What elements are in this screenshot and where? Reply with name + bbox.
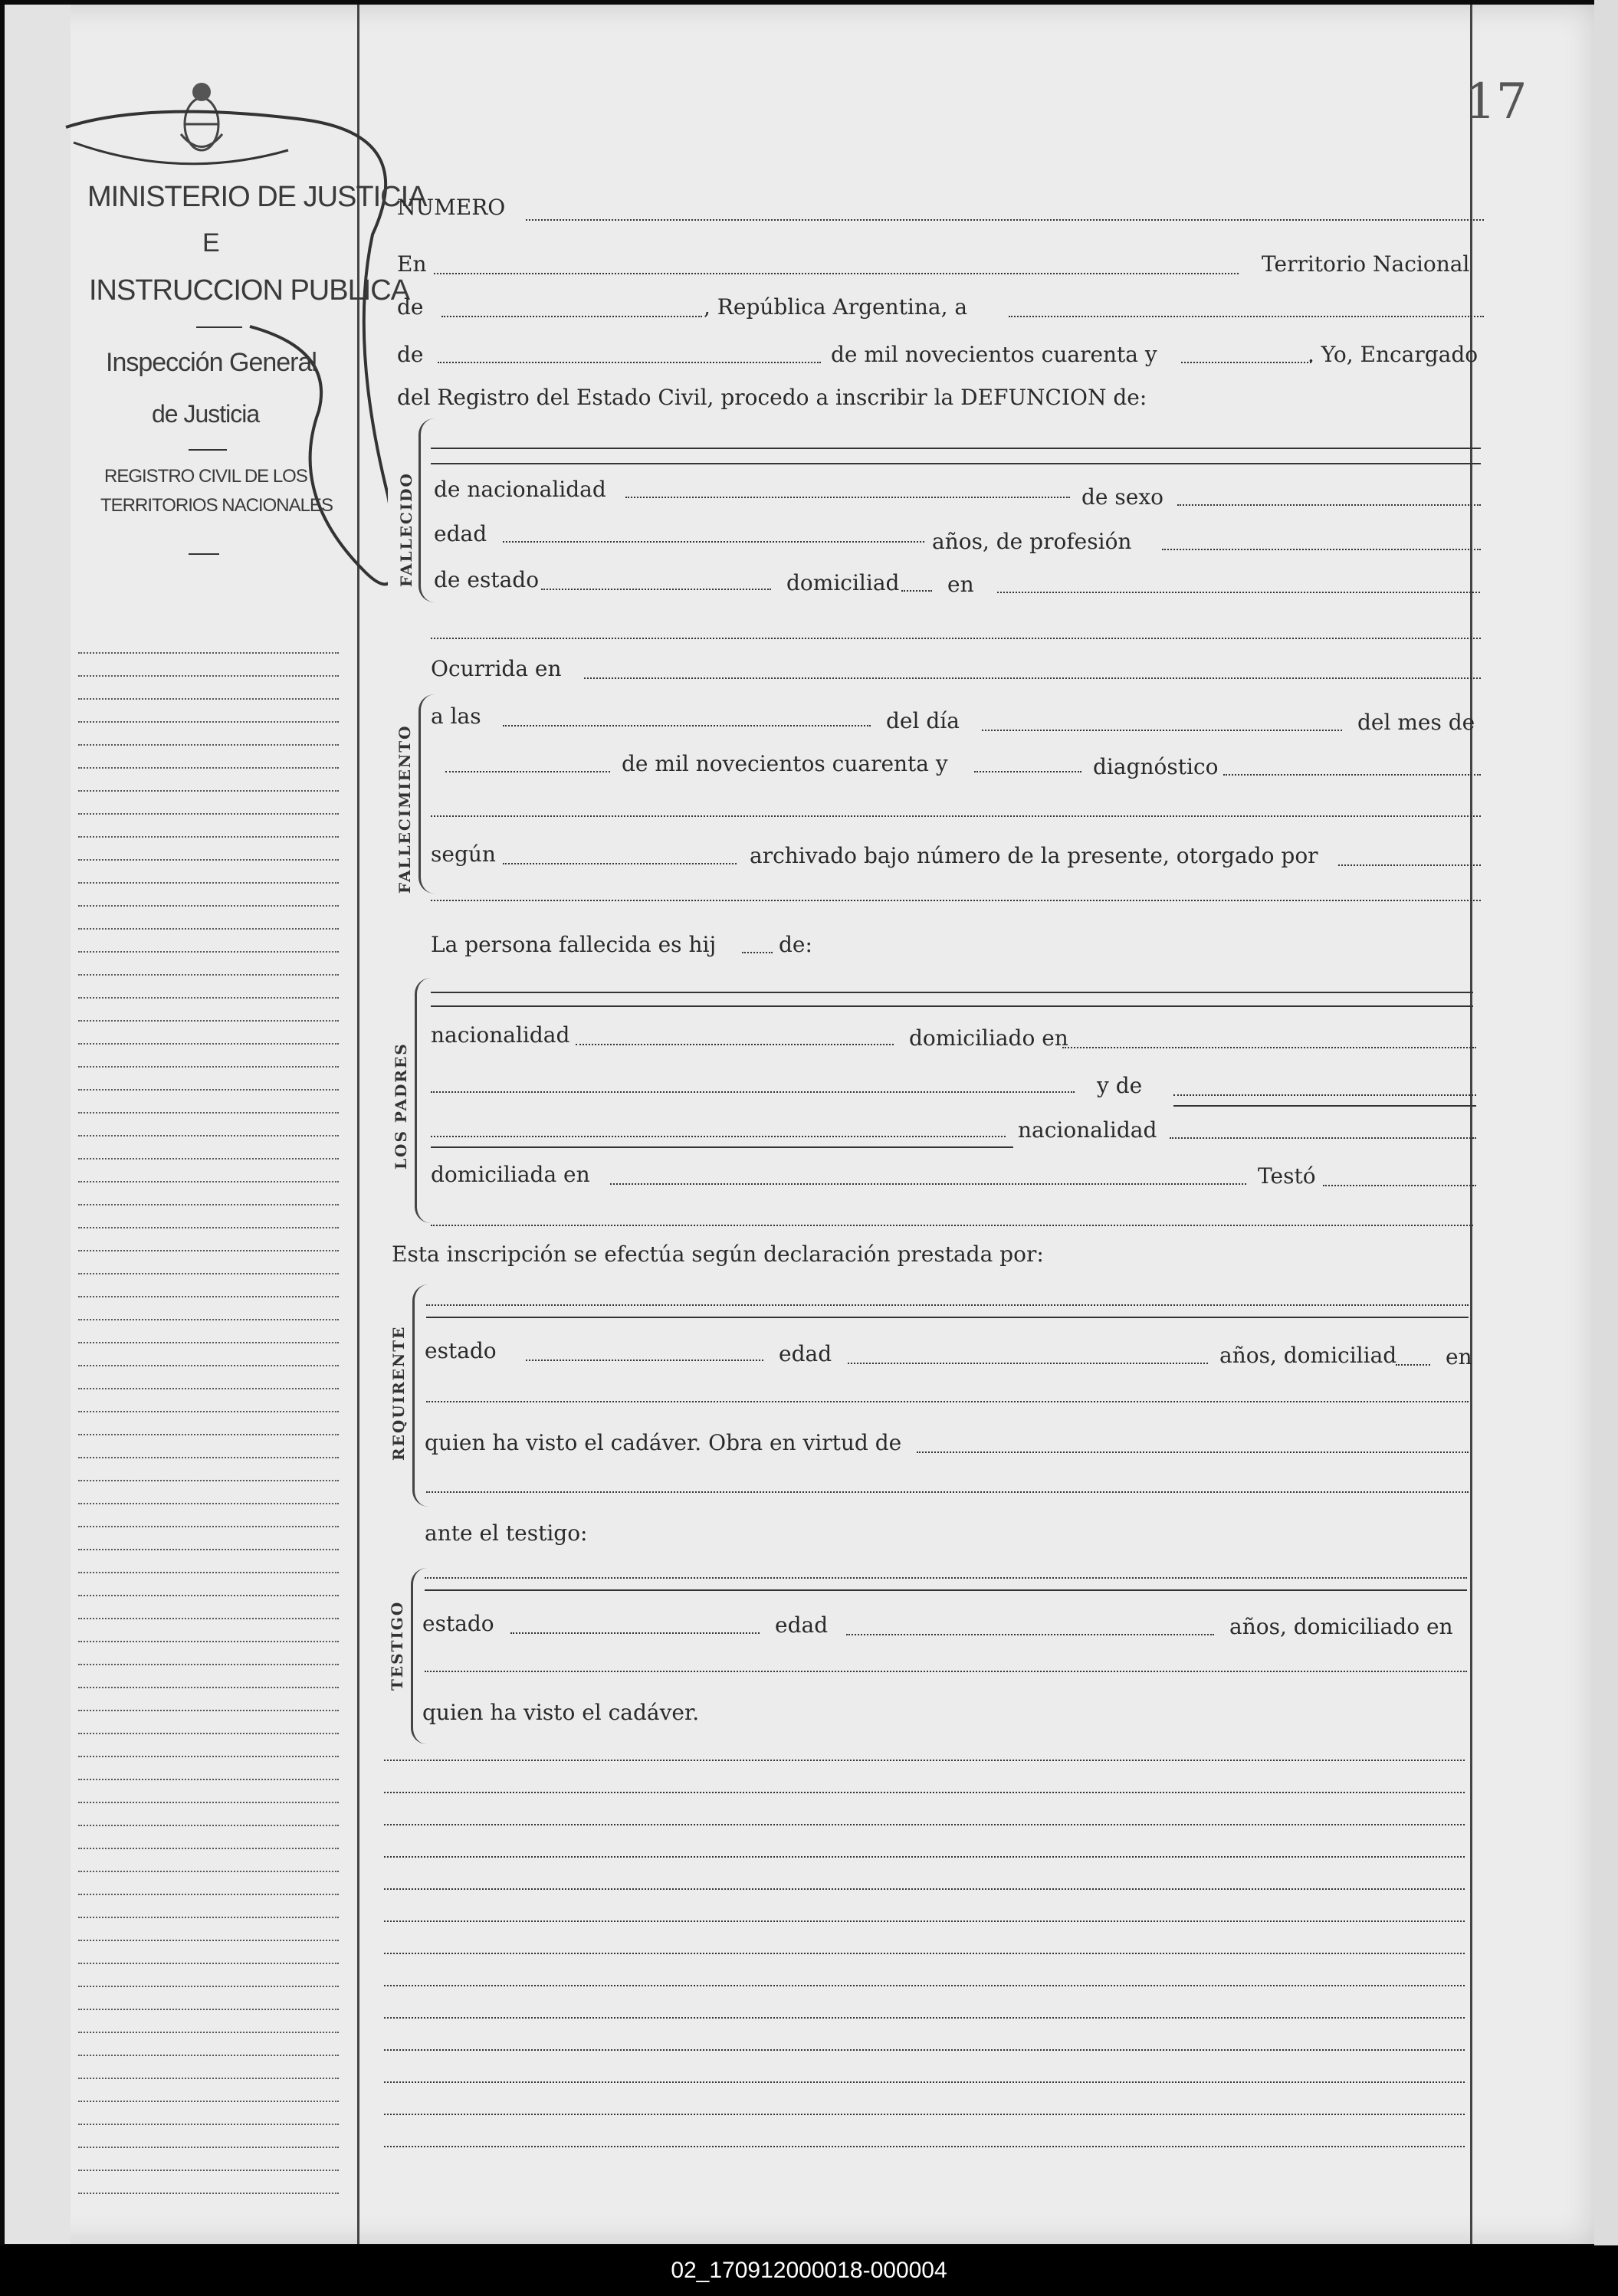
margin-blank-line (78, 1434, 339, 1435)
justicia-title: de Justicia (152, 400, 260, 428)
margin-blank-line (78, 1549, 339, 1550)
margin-blank-line (78, 790, 339, 792)
blank-line (426, 1401, 1469, 1402)
field-nacionalidad-padre: nacionalidad (431, 1022, 570, 1048)
field-estado: de estado (434, 567, 540, 592)
notes-blank-line (384, 1856, 1465, 1858)
field-en: En (397, 251, 427, 277)
blank-line (901, 590, 932, 592)
margin-blank-line (78, 997, 339, 999)
blank-line (1338, 864, 1481, 866)
margin-blank-line (78, 2055, 339, 2056)
field-inscripcion: Esta inscripción se efectúa según declaración prestada por: (392, 1241, 1044, 1267)
field-del-mes: del mes de (1357, 710, 1475, 735)
margin-blank-line (78, 698, 339, 700)
blank-line (1181, 362, 1311, 363)
blank-line (1062, 1047, 1476, 1048)
margin-blank-line (78, 1411, 339, 1412)
field-registro: del Registro del Estado Civil, procedo a inscribir la DEFUNCION de: (397, 385, 1147, 410)
field-de: de (397, 294, 424, 320)
notes-blank-line (384, 1760, 1465, 1761)
margin-blank-line (78, 836, 339, 838)
blank-line (431, 900, 1481, 901)
label-fallecimiento: FALLECIMIENTO (395, 724, 414, 894)
field-anos-profesion: años, de profesión (932, 529, 1132, 554)
margin-blank-line (78, 1204, 339, 1205)
blank-line (1177, 504, 1481, 506)
field-en-requirente: en (1446, 1344, 1472, 1369)
right-binding-strip (1594, 0, 1618, 2245)
field-anos-domiciliad: años, domiciliad (1219, 1343, 1397, 1368)
margin-blank-line (78, 1112, 339, 1114)
field-de-2: de (397, 342, 424, 367)
field-segun: según (431, 841, 496, 867)
blank-line (438, 362, 821, 363)
field-y-de: y de (1097, 1073, 1143, 1098)
blank-line (510, 1632, 760, 1634)
notes-blank-line (384, 1792, 1465, 1793)
margin-blank-line (78, 2124, 339, 2125)
margin-blank-line (78, 1296, 339, 1297)
blank-line (1009, 316, 1484, 317)
field-quien-testigo: quien ha visto el cadáver. (422, 1700, 700, 1725)
margin-blank-line (78, 1664, 339, 1665)
margin-rule-right (1470, 5, 1472, 2244)
label-fallecido: FALLECIDO (397, 472, 415, 587)
margin-blank-line (78, 1457, 339, 1458)
field-estado-requirente: estado (425, 1338, 497, 1363)
notes-blank-line (384, 1920, 1465, 1922)
margin-blank-line (78, 1894, 339, 1895)
field-territorio: Territorio Nacional (1262, 251, 1470, 277)
blank-line (426, 1304, 1469, 1306)
blank-line (1162, 549, 1481, 550)
field-en-domicilio: en (947, 572, 974, 597)
field-numero: NUMERO (397, 195, 506, 220)
field-diagnostico: diagnóstico (1093, 754, 1219, 779)
brace (415, 978, 431, 1223)
blank-line (426, 1491, 1469, 1493)
blank-line (434, 273, 1239, 274)
label-los-padres: LOS PADRES (392, 1042, 410, 1169)
margin-blank-line (78, 1365, 339, 1366)
field-republica: , República Argentina, a (704, 294, 968, 320)
field-anos-domiciliado: años, domiciliado en (1229, 1614, 1453, 1639)
blank-line (445, 771, 610, 772)
notes-blank-line (384, 2017, 1465, 2019)
field-hijo: La persona fallecida es hij (431, 932, 717, 957)
margin-blank-line (78, 721, 339, 723)
field-edad: edad (434, 521, 487, 546)
margin-blank-line (78, 1158, 339, 1159)
blank-line (431, 815, 1481, 817)
blank-line (431, 638, 1481, 639)
margin-blank-line (78, 2009, 339, 2010)
margin-blank-line (78, 767, 339, 769)
divider (196, 326, 242, 328)
field-domiciliad: domiciliad (786, 570, 900, 595)
inspeccion-title: Inspección General (106, 348, 317, 377)
field-sexo: de sexo (1081, 484, 1163, 510)
margin-blank-line (78, 1503, 339, 1504)
margin-blank-line (78, 1940, 339, 1941)
blank-line (1396, 1364, 1430, 1366)
blank-line (1173, 1105, 1476, 1107)
notes-blank-line (384, 1985, 1465, 1986)
margin-blank-line (78, 859, 339, 861)
ministry-e: E (202, 228, 219, 257)
margin-blank-line (78, 652, 339, 654)
margin-blank-line (78, 1595, 339, 1596)
margin-blank-line (78, 951, 339, 953)
blank-line (1173, 1094, 1476, 1096)
margin-blank-line (78, 1963, 339, 1964)
notes-blank-line (384, 2081, 1465, 2083)
blank-line (425, 1577, 1467, 1579)
blank-line (541, 589, 771, 590)
instruccion-title: INSTRUCCION PUBLICA (89, 274, 410, 307)
field-archivado: archivado bajo número de la presente, otorgado por (750, 843, 1318, 868)
blank-line (742, 952, 773, 953)
margin-blank-line (78, 2032, 339, 2033)
margin-blank-line (78, 1710, 339, 1711)
blank-line (1223, 774, 1481, 776)
blank-line (526, 219, 1484, 221)
margin-blank-line (78, 905, 339, 907)
blank-line (1170, 1137, 1476, 1139)
margin-blank-line (78, 1526, 339, 1527)
label-testigo: TESTIGO (388, 1600, 406, 1691)
field-nacionalidad-madre: nacionalidad (1018, 1117, 1157, 1143)
blank-line (431, 1005, 1473, 1007)
margin-blank-line (78, 1687, 339, 1688)
footer-identifier: 02_170912000018-000004 (0, 2245, 1618, 2296)
margin-blank-line (78, 1572, 339, 1573)
blank-line (974, 771, 1081, 772)
margin-blank-line (78, 1756, 339, 1757)
field-yo-encargado: . Yo, Encargado (1308, 342, 1479, 367)
divider (189, 449, 227, 451)
margin-blank-line (78, 1089, 339, 1091)
blank-line (431, 463, 1481, 464)
blank-line (848, 1363, 1208, 1364)
page-number: 17 (1465, 74, 1528, 130)
margin-blank-line (78, 1319, 339, 1320)
margin-blank-line (78, 1250, 339, 1251)
margin-blank-line (78, 1871, 339, 1872)
blank-line (503, 541, 924, 543)
field-a-las: a las (431, 704, 481, 729)
blank-line (425, 1671, 1467, 1672)
field-quien-requirente: quien ha visto el cadáver. Obra en virtud de (425, 1430, 902, 1455)
margin-blank-line (78, 1733, 339, 1734)
blank-line (426, 1317, 1469, 1318)
divider (189, 553, 219, 555)
registro-line-2: TERRITORIOS NACIONALES (100, 495, 333, 516)
margin-blank-line (78, 1917, 339, 1918)
field-ocurrida: Ocurrida en (431, 656, 562, 681)
margin-blank-line (78, 1986, 339, 1987)
field-del-dia: del día (886, 708, 960, 733)
field-testo: Testó (1258, 1163, 1316, 1189)
margin-blank-line (78, 2101, 339, 2102)
margin-blank-line (78, 1779, 339, 1780)
blank-line (441, 316, 702, 317)
blank-line (526, 1360, 763, 1361)
margin-blank-line (78, 1825, 339, 1826)
notes-blank-line (384, 2114, 1465, 2115)
blank-line (625, 497, 1070, 498)
margin-blank-line (78, 1181, 339, 1182)
margin-blank-line (78, 1480, 339, 1481)
margin-blank-line (78, 928, 339, 930)
blank-line (431, 1146, 1013, 1148)
margin-blank-line (78, 1273, 339, 1274)
label-requirente: REQUIRENTE (389, 1325, 408, 1461)
blank-line (503, 863, 737, 864)
margin-blank-line (78, 974, 339, 976)
field-estado-testigo: estado (422, 1611, 494, 1636)
margin-blank-line (78, 1227, 339, 1228)
blank-line (576, 1044, 894, 1045)
field-mil-novecientos: de mil novecientos cuarenta y (831, 342, 1157, 367)
margin-blank-line (78, 1043, 339, 1045)
margin-blank-line (78, 1848, 339, 1849)
notes-blank-line (384, 1953, 1465, 1954)
brace (418, 418, 435, 602)
registro-line-1: REGISTRO CIVIL DE LOS (104, 466, 307, 487)
field-mil-novecientos-2: de mil novecientos cuarenta y (622, 751, 948, 776)
margin-blank-line (78, 2147, 339, 2148)
blank-line (431, 1091, 1075, 1093)
notes-blank-line (384, 2049, 1465, 2051)
margin-blank-line (78, 1342, 339, 1343)
ministry-title: MINISTERIO DE JUSTICIA (87, 181, 427, 213)
blank-line (982, 730, 1342, 731)
margin-blank-line (78, 2170, 339, 2171)
blank-line (610, 1183, 1246, 1185)
blank-line (997, 592, 1480, 593)
margin-blank-line (78, 882, 339, 884)
margin-blank-line (78, 1135, 339, 1137)
blank-line (503, 725, 871, 727)
margin-blank-line (78, 1388, 339, 1389)
field-edad-requirente: edad (779, 1341, 832, 1366)
margin-blank-line (78, 1641, 339, 1642)
margin-blank-line (78, 1802, 339, 1803)
blank-line (431, 992, 1473, 993)
notes-blank-line (384, 1824, 1465, 1825)
blank-line (917, 1451, 1469, 1453)
field-nacionalidad: de nacionalidad (434, 477, 606, 502)
blank-line (425, 1589, 1467, 1591)
field-ante-testigo: ante el testigo: (425, 1520, 588, 1546)
blank-line (431, 1136, 1006, 1137)
blank-line (846, 1634, 1214, 1635)
blank-line (584, 677, 1481, 679)
margin-blank-line (78, 744, 339, 746)
margin-blank-line (78, 2078, 339, 2079)
field-domiciliada: domiciliada en (431, 1162, 590, 1187)
blank-line (1323, 1185, 1476, 1186)
margin-blank-line (78, 1618, 339, 1619)
margin-blank-line (78, 813, 339, 815)
margin-blank-line (78, 1020, 339, 1022)
field-domiciliado: domiciliado en (909, 1025, 1068, 1051)
blank-line (431, 1225, 1473, 1226)
margin-blank-line (78, 2193, 339, 2194)
field-edad-testigo: edad (775, 1612, 829, 1638)
notes-blank-line (384, 1888, 1465, 1890)
blank-line (431, 448, 1481, 449)
notes-blank-line (384, 2146, 1465, 2147)
document-page (5, 5, 1594, 2244)
field-hijo-de: de: (779, 932, 812, 957)
margin-blank-line (78, 675, 339, 677)
margin-blank-line (78, 1066, 339, 1068)
